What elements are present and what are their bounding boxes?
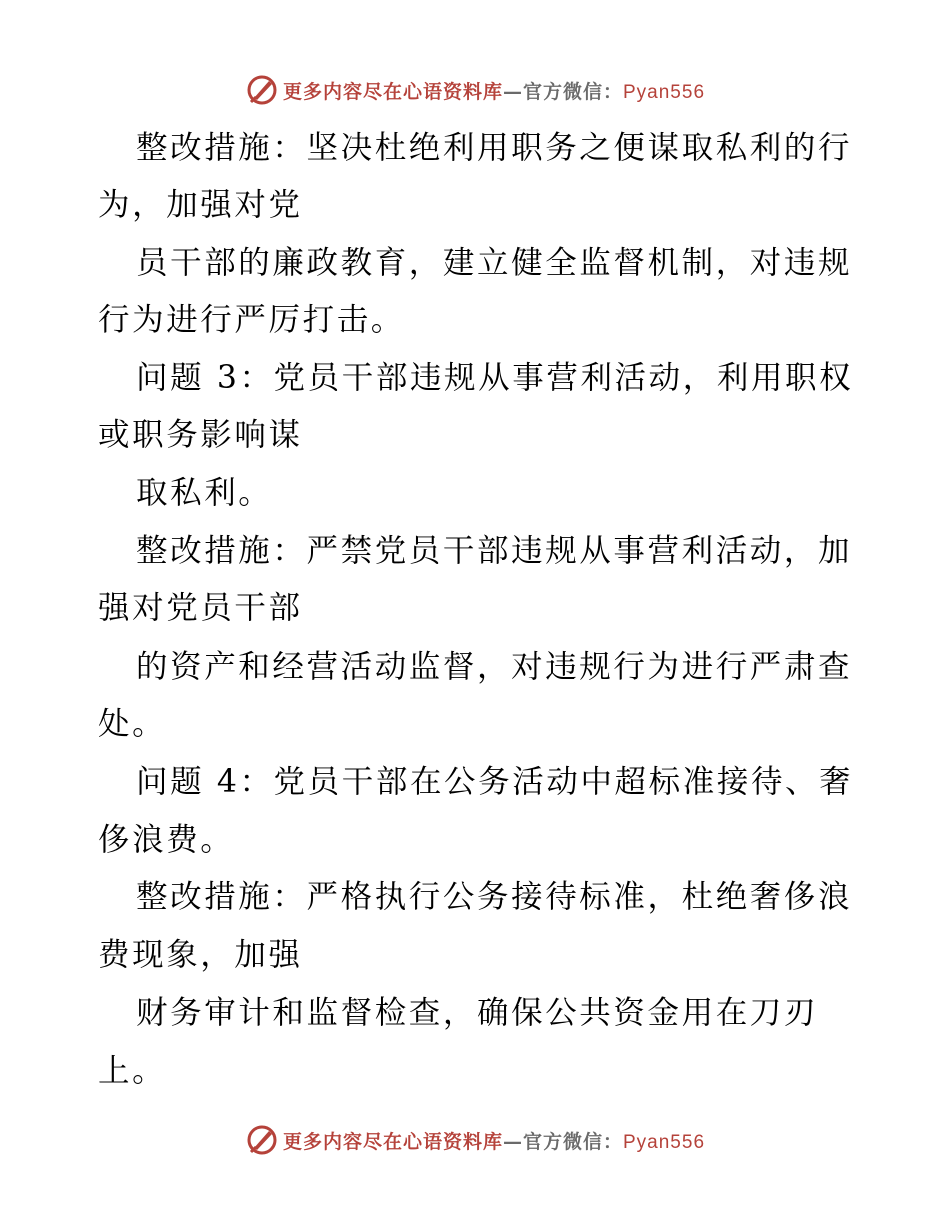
banner-brand: 更多内容尽在心语资料库 — [282, 1130, 503, 1153]
text-line: 问题 4：党员干部在公务活动中超标准接待、奢 — [136, 764, 854, 800]
text-line: 整改措施：严格执行公务接待标准，杜绝奢侈浪 — [136, 879, 853, 915]
feather-pen-icon — [245, 1123, 279, 1157]
text-line: 整改措施：坚决杜绝利用职务之便谋取私利的行 — [136, 130, 853, 166]
header-banner — [0, 70, 950, 110]
text-line: 问题 3：党员干部违规从事营利活动，利用职权 — [136, 360, 854, 396]
footer-banner — [0, 1120, 950, 1160]
text-line: 强对党员干部 — [98, 590, 303, 626]
banner-wechat-label: 官方微信： — [522, 80, 623, 103]
banner-wechat-id: Pyan556 — [623, 1131, 706, 1153]
text-line: 整改措施：严禁党员干部违规从事营利活动，加 — [136, 533, 853, 569]
text-line: 费现象，加强 — [98, 937, 303, 973]
banner-text — [283, 1127, 705, 1154]
text-line: 财务审计和监督检查，确保公共资金用在刀刃 — [136, 995, 819, 1031]
text-line: 员干部的廉政教育，建立健全监督机制，对违规 — [136, 245, 853, 281]
banner-text — [283, 77, 705, 104]
banner-wechat-id: Pyan556 — [623, 81, 706, 103]
text-line: 上。 — [98, 1053, 167, 1089]
feather-pen-icon — [245, 73, 279, 107]
banner-wechat-label: 官方微信： — [522, 1130, 623, 1153]
text-line: 行为进行严厉打击。 — [98, 302, 405, 338]
text-line: 侈浪费。 — [98, 822, 235, 858]
text-line: 为，加强对党 — [98, 187, 303, 223]
banner-brand: 更多内容尽在心语资料库 — [282, 80, 503, 103]
text-line: 或职务影响谋 — [98, 417, 303, 453]
banner-dash: — — [502, 80, 523, 103]
text-line: 处。 — [98, 706, 167, 742]
banner-dash: — — [502, 1130, 523, 1153]
text-line: 的资产和经营活动监督，对违规行为进行严肃查 — [136, 649, 853, 685]
text-line: 取私利。 — [136, 475, 273, 511]
